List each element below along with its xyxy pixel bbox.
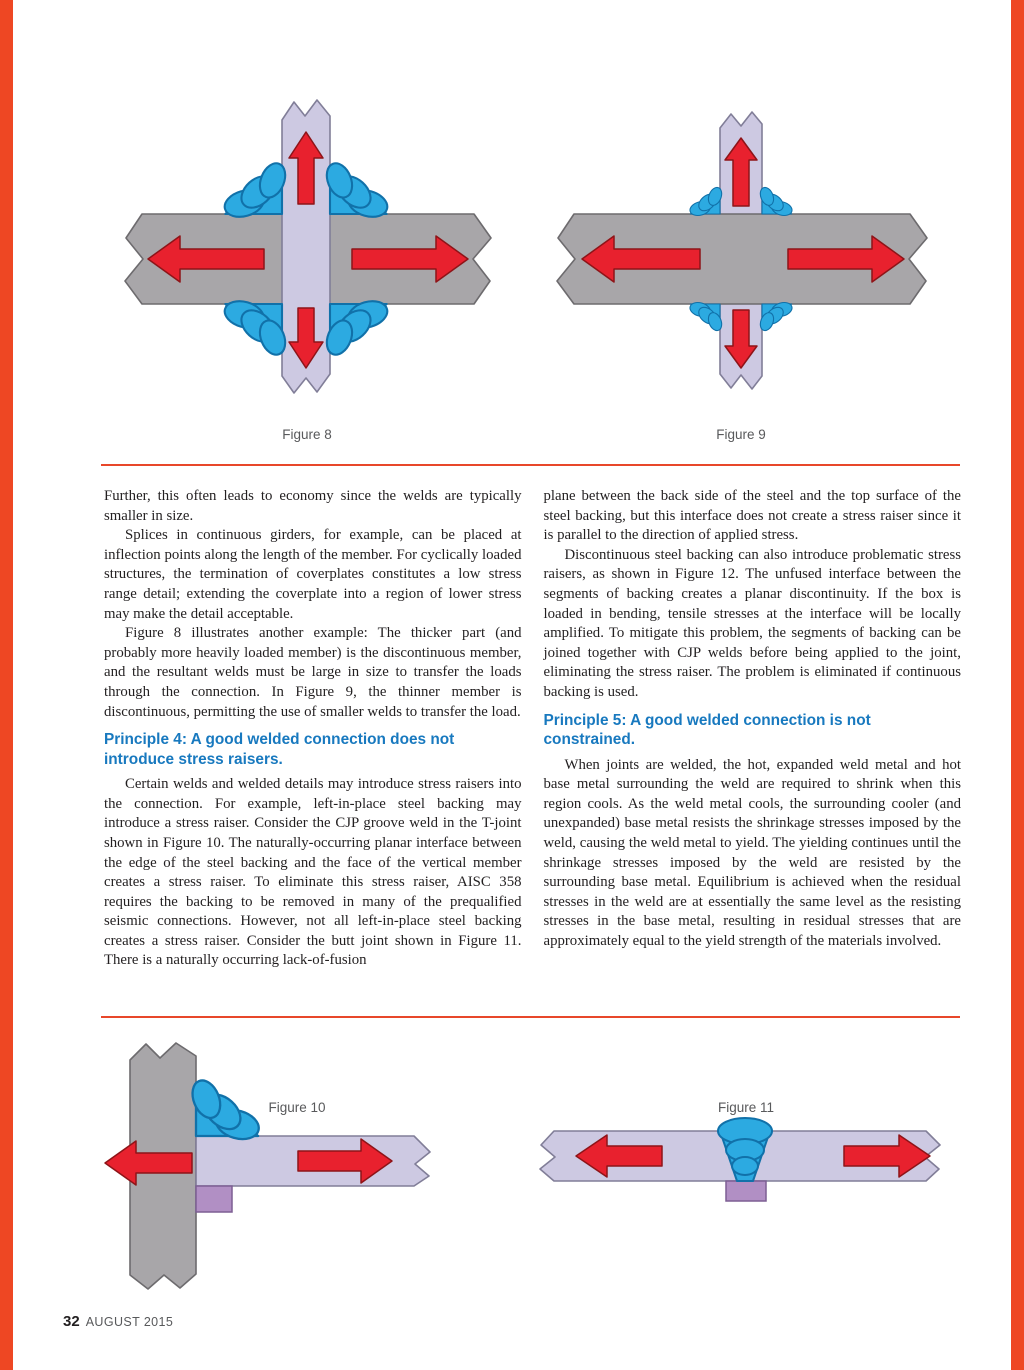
figure-10-caption: Figure 10 (268, 1100, 326, 1115)
figure-8-diagram (118, 92, 508, 412)
left-edge-bar (0, 0, 13, 1370)
weld-icon (758, 185, 794, 217)
right-edge-bar (1011, 0, 1024, 1370)
figure-9-caption: Figure 9 (716, 427, 766, 442)
paragraph: Figure 8 illustrates another example: The thicker part (and probably more heavily loaded member) is the discontinuous member, and the resultant welds must be large in size to transfer the loads through the connection. In Figure 9, the thinner member is discontinuous, permitting the use of smaller welds to transfer the load. (104, 625, 522, 720)
page-footer (63, 1313, 173, 1331)
paragraph: Certain welds and welded details may introduce stress raisers into the connection. For example, left-in-place steel backing may introduce a stress raiser. Consider the CJP groove weld in the T-joint shown in Figure 10. The naturally-occurring planar interface between the edge of the steel backing and the face of the vertical member creates a stress raiser. To eliminate this stress raiser, AISC 358 requires the backing to be removed in many of the prequalified seismic connections. However, not all left-in-place steel backing creates a stress raiser. Consider the butt joint shown in Figure 11. There is a naturally occurring lack-of-fusion (104, 776, 522, 969)
weld-icon (688, 300, 724, 332)
top-rule (101, 464, 960, 466)
steel-backing-bar (726, 1181, 766, 1201)
weld-icon (322, 297, 390, 359)
figure-11-diagram (530, 1118, 950, 1213)
figure-8-caption: Figure 8 (282, 427, 332, 442)
right-column (544, 487, 962, 971)
issue-date: AUGUST 2015 (85, 1315, 174, 1329)
bottom-rule (101, 1016, 960, 1018)
steel-backing-bar (196, 1186, 232, 1212)
weld-icon (758, 300, 794, 332)
weld-icon (322, 160, 390, 222)
paragraph: Discontinuous steel backing can also introduce problematic stress raisers, as shown in Figure 12. The unfused interface between the segments of backing creates a planar discontinuity. If the box is loaded in bending, tensile stresses at the interface will be locally amplified. To mitigate this problem, the segments of backing can be joined together with CJP welds before being applied to the joint, eliminating the stress raiser. The problem is eliminated if continuous backing is used. (543, 546, 961, 700)
page-number: 32 (63, 1313, 80, 1330)
principle-4-heading: Principle 4: A good welded connection does not introduce stress raisers. (104, 731, 455, 768)
weld-bead (732, 1157, 758, 1175)
figure-11-caption: Figure 11 (717, 1100, 775, 1115)
figure-9-diagram (548, 92, 938, 412)
paragraph: Splices in continuous girders, for example, can be placed at inflection points along the length of the member. For cyclically loaded structures, the termination of coverplates constitutes a low stress range detail; extending the coverplate into a region of lower stress may make the detail acceptable. (104, 527, 522, 622)
weld-icon (222, 297, 290, 359)
principle-5-heading: Principle 5: A good welded connection is not constrained. (543, 711, 871, 749)
article-body (104, 487, 961, 971)
paragraph: Further, this often leads to economy since the welds are typically smaller in size. (104, 488, 522, 524)
weld-icon (688, 185, 724, 217)
paragraph: When joints are welded, the hot, expanded weld metal and hot base metal surrounding the weld are required to shrink when this region cools. As the weld metal cools, the surrounding cooler (and unexpanded) base metal resists the shrinkage stresses imposed by the weld, causing the weld metal to yield. The yielding continues until the shrinkage stresses imposed by the weld are resisted by the surrounding base metal. Equilibrium is achieved when the residual stresses in the weld are at essentially the same level as the resisting stresses in the base metal, resulting in residual stresses that are approximately equal to the yield strength of the materials involved. (543, 756, 961, 949)
figure-10-diagram (100, 1038, 445, 1293)
left-column (104, 487, 522, 971)
paragraph: plane between the back side of the steel and the top surface of the steel backing, but this interface does not create a stress raiser since it is parallel to the direction of applied stress. (543, 488, 961, 544)
weld-icon (187, 1076, 262, 1143)
weld-icon (222, 160, 290, 222)
